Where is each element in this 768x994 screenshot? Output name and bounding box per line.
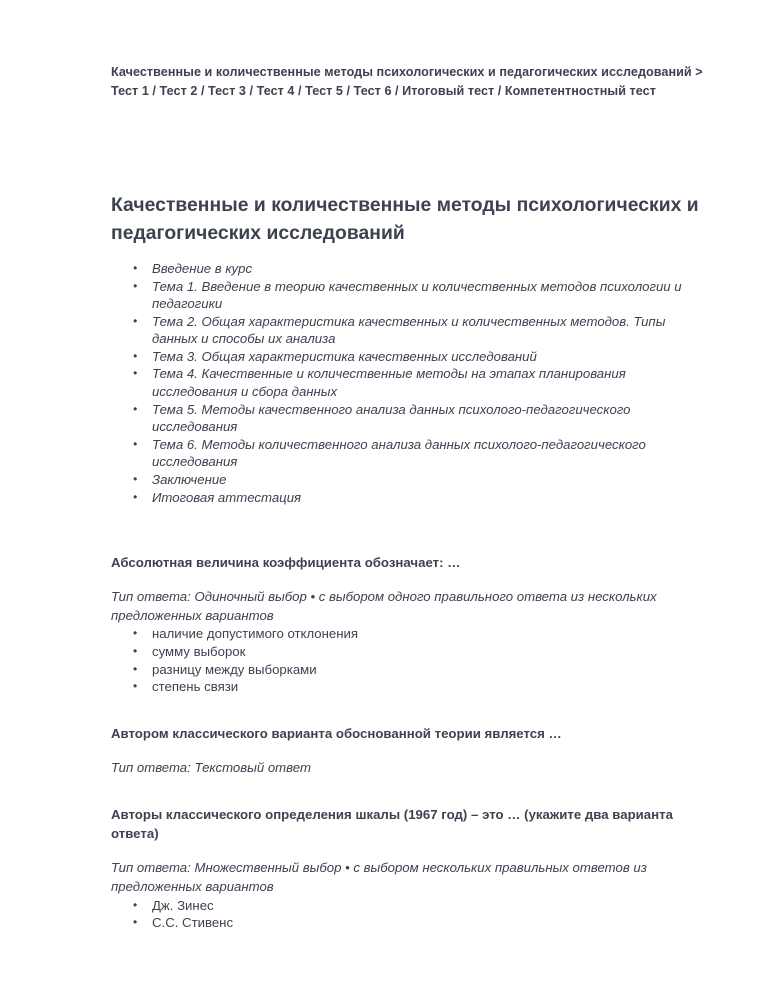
list-item: • Заключение: [111, 471, 711, 489]
list-item: • сумму выборок: [111, 643, 711, 661]
course-topics-list: [111, 260, 711, 506]
list-item: • Итоговая аттестация: [111, 489, 711, 507]
list-item: • Тема 2. Общая характеристика качественных и количественных методов. Типы данных и способы их анализа: [111, 313, 711, 348]
page-title: Качественные и количественные методы психологических и педагогических исследований: [111, 195, 699, 244]
list-item: • наличие допустимого отклонения: [111, 625, 711, 643]
list-item: • Тема 3. Общая характеристика качественных исследований: [111, 348, 711, 366]
question-prompt: Абсолютная величина коэффициента обозначает: …: [111, 555, 461, 571]
breadcrumb: Качественные и количественные методы психологических и педагогических исследований > Тест 1 / Тест 2 / Тест 3 / Тест 4 / Тест 5 / Тест 6 / Итоговый тест / Компетентностный тест: [111, 65, 703, 98]
list-item: • степень связи: [111, 678, 711, 696]
list-item: • Введение в курс: [111, 260, 711, 278]
answer-options-list: [111, 897, 711, 932]
list-item: • Тема 6. Методы количественного анализа данных психолого-педагогического исследования: [111, 436, 711, 471]
question-prompt: Автором классического варианта обоснованной теории является …: [111, 725, 562, 741]
question-prompt: Авторы классического определения шкалы (1967 год) – это … (укажите два варианта ответа): [111, 807, 673, 842]
list-item: • разницу между выборками: [111, 661, 711, 679]
answer-type-label: Тип ответа: Одиночный выбор • с выбором одного правильного ответа из нескольких предложенных вариантов: [111, 589, 657, 623]
list-item: • Тема 1. Введение в теорию качественных и количественных методов психологии и педагогики: [111, 278, 711, 313]
answer-options-list: [111, 625, 711, 695]
list-item: • С.С. Стивенс: [111, 914, 711, 932]
list-item: • Тема 4. Качественные и количественные методы на этапах планирования исследования и сбора данных: [111, 365, 711, 400]
answer-type-label: Тип ответа: Множественный выбор • с выбором нескольких правильных ответов из предложенных вариантов: [111, 860, 647, 894]
list-item: • Тема 5. Методы качественного анализа данных психолого-педагогического исследования: [111, 401, 711, 436]
document-content: [111, 0, 711, 932]
answer-type-label: Тип ответа: Текстовый ответ: [111, 759, 311, 775]
list-item: • Дж. Зинес: [111, 897, 711, 915]
